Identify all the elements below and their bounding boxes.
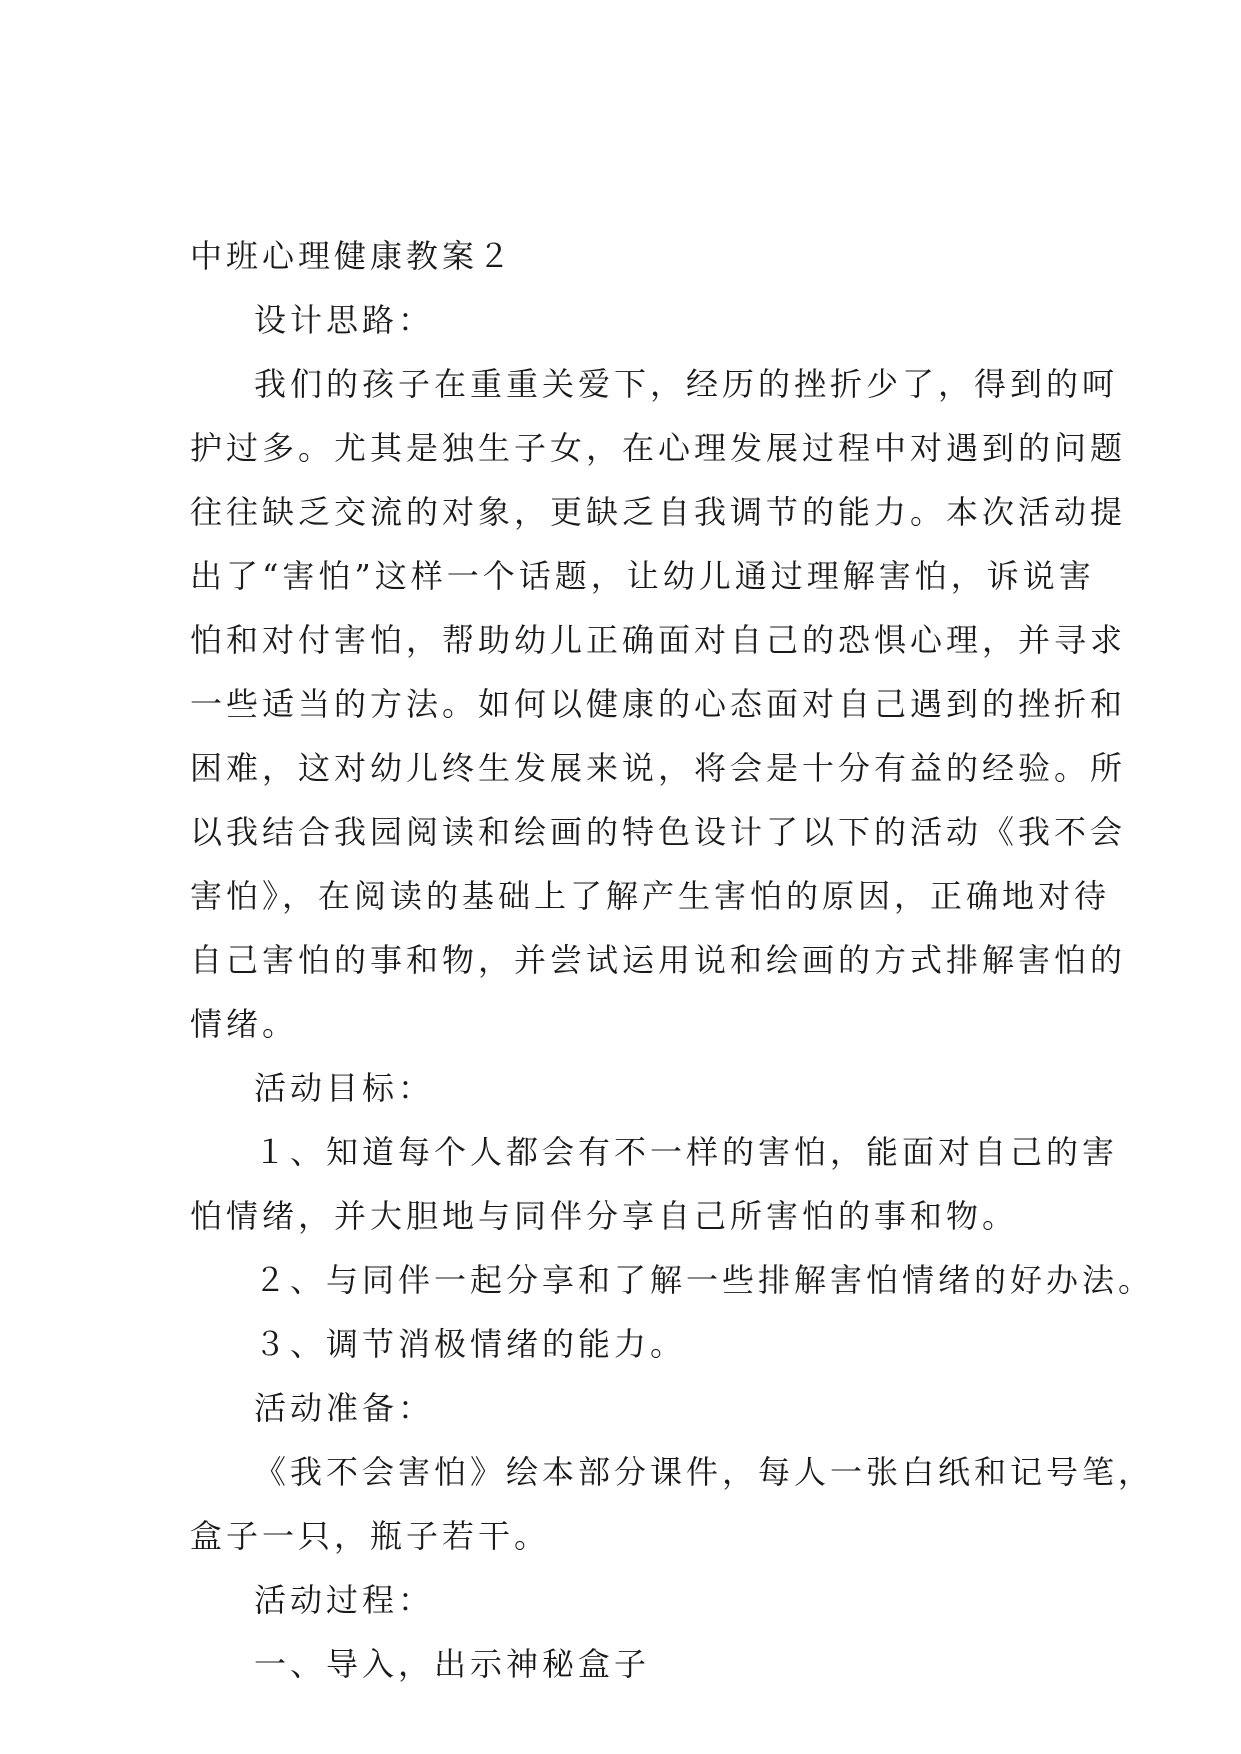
paragraph-line: ３、调节消极情绪的能力。 (254, 1325, 687, 1363)
section-heading-goals: 活动目标： (254, 1069, 435, 1107)
section-heading-process: 活动过程： (254, 1581, 435, 1619)
document-body (190, 224, 1155, 1696)
paragraph-line: 情绪。 (190, 1005, 299, 1043)
paragraph-line: 怕和对付害怕，帮助幼儿正确面对自己的恐惧心理，并寻求 (190, 621, 1127, 659)
paragraph-line: 盒子一只，瓶子若干。 (190, 1517, 551, 1555)
paragraph-preparation (190, 1440, 1155, 1568)
paragraph-line: ２、与同伴一起分享和了解一些排解害怕情绪的好办法。 (254, 1261, 1155, 1299)
paragraph-line: 一些适当的方法。如何以健康的心态面对自己遇到的挫折和 (190, 685, 1127, 723)
paragraph-line: 怕情绪，并大胆地与同伴分享自己所害怕的事和物。 (190, 1197, 1019, 1235)
document-title: 中班心理健康教案２ (190, 237, 515, 275)
paragraph-line: 出了“害怕”这样一个话题，让幼儿通过理解害怕，诉说害 (190, 557, 1095, 595)
paragraph-line: １、知道每个人都会有不一样的害怕，能面对自己的害 (254, 1133, 1119, 1171)
goal-item-1 (190, 1120, 1119, 1248)
goal-item-2 (190, 1248, 1155, 1312)
paragraph-design (190, 352, 1127, 1056)
section-heading-design: 设计思路： (254, 301, 435, 339)
paragraph-line: 《我不会害怕》绘本部分课件，每人一张白纸和记号笔， (254, 1453, 1155, 1491)
goal-item-3 (190, 1312, 1060, 1376)
paragraph-line: 一、导入，出示神秘盒子 (254, 1645, 651, 1683)
paragraph-line: 我们的孩子在重重关爱下，经历的挫折少了，得到的呵 (254, 365, 1119, 403)
section-heading-preparation: 活动准备： (254, 1389, 435, 1427)
paragraph-line: 往往缺乏交流的对象，更缺乏自我调节的能力。本次活动提 (190, 493, 1127, 531)
process-step-1 (190, 1632, 1060, 1696)
paragraph-line: 护过多。尤其是独生子女，在心理发展过程中对遇到的问题 (190, 429, 1127, 467)
paragraph-line: 困难，这对幼儿终生发展来说，将会是十分有益的经验。所 (190, 749, 1127, 787)
paragraph-line: 害怕》，在阅读的基础上了解产生害怕的原因，正确地对待 (190, 877, 1111, 915)
paragraph-line: 以我结合我园阅读和绘画的特色设计了以下的活动《我不会 (190, 813, 1127, 851)
paragraph-line: 自己害怕的事和物，并尝试运用说和绘画的方式排解害怕的 (190, 941, 1127, 979)
